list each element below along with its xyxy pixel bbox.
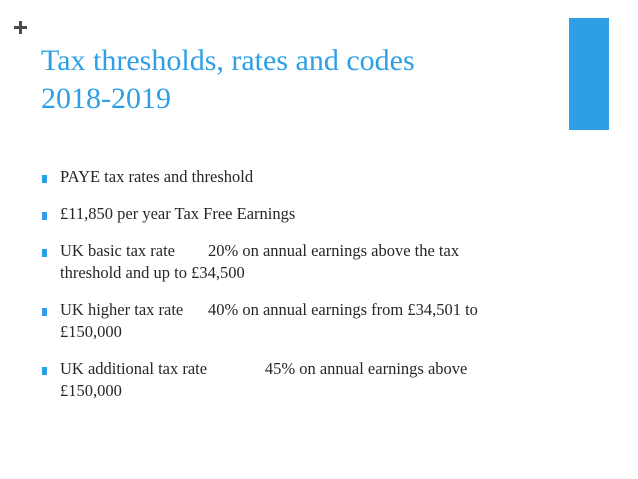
bullet-text: UK higher tax rate 40% on annual earnings from £34,501 to [60,300,478,319]
bullet-higher-rate [42,299,572,343]
bullet-list [42,166,572,417]
bullet-text: UK basic tax rate 20% on annual earnings above the tax [60,241,460,260]
bullet-additional-rate [42,358,572,402]
slide-title [41,42,541,118]
bullet-marker-icon [42,308,47,316]
bullet-text-continued: £150,000 [60,381,122,400]
bullet-basic-rate [42,240,572,284]
plus-icon [14,21,27,34]
bullet-paye [42,166,572,188]
bullet-marker-icon [42,175,47,183]
bullet-marker-icon [42,212,47,220]
title-line-2: 2018-2019 [41,82,171,115]
title-line-1: Tax thresholds, rates and codes [41,44,415,77]
bullet-marker-icon [42,367,47,375]
bullet-text-continued: threshold and up to £34,500 [60,263,245,282]
bullet-text: UK additional tax rate 45% on annual earnings above [60,359,468,378]
bullet-text-continued: £150,000 [60,322,122,341]
bullet-text: £11,850 per year Tax Free Earnings [60,204,296,223]
bullet-text: PAYE tax rates and threshold [60,167,254,186]
accent-bar [569,18,609,130]
bullet-marker-icon [42,249,47,257]
bullet-tax-free [42,203,572,225]
